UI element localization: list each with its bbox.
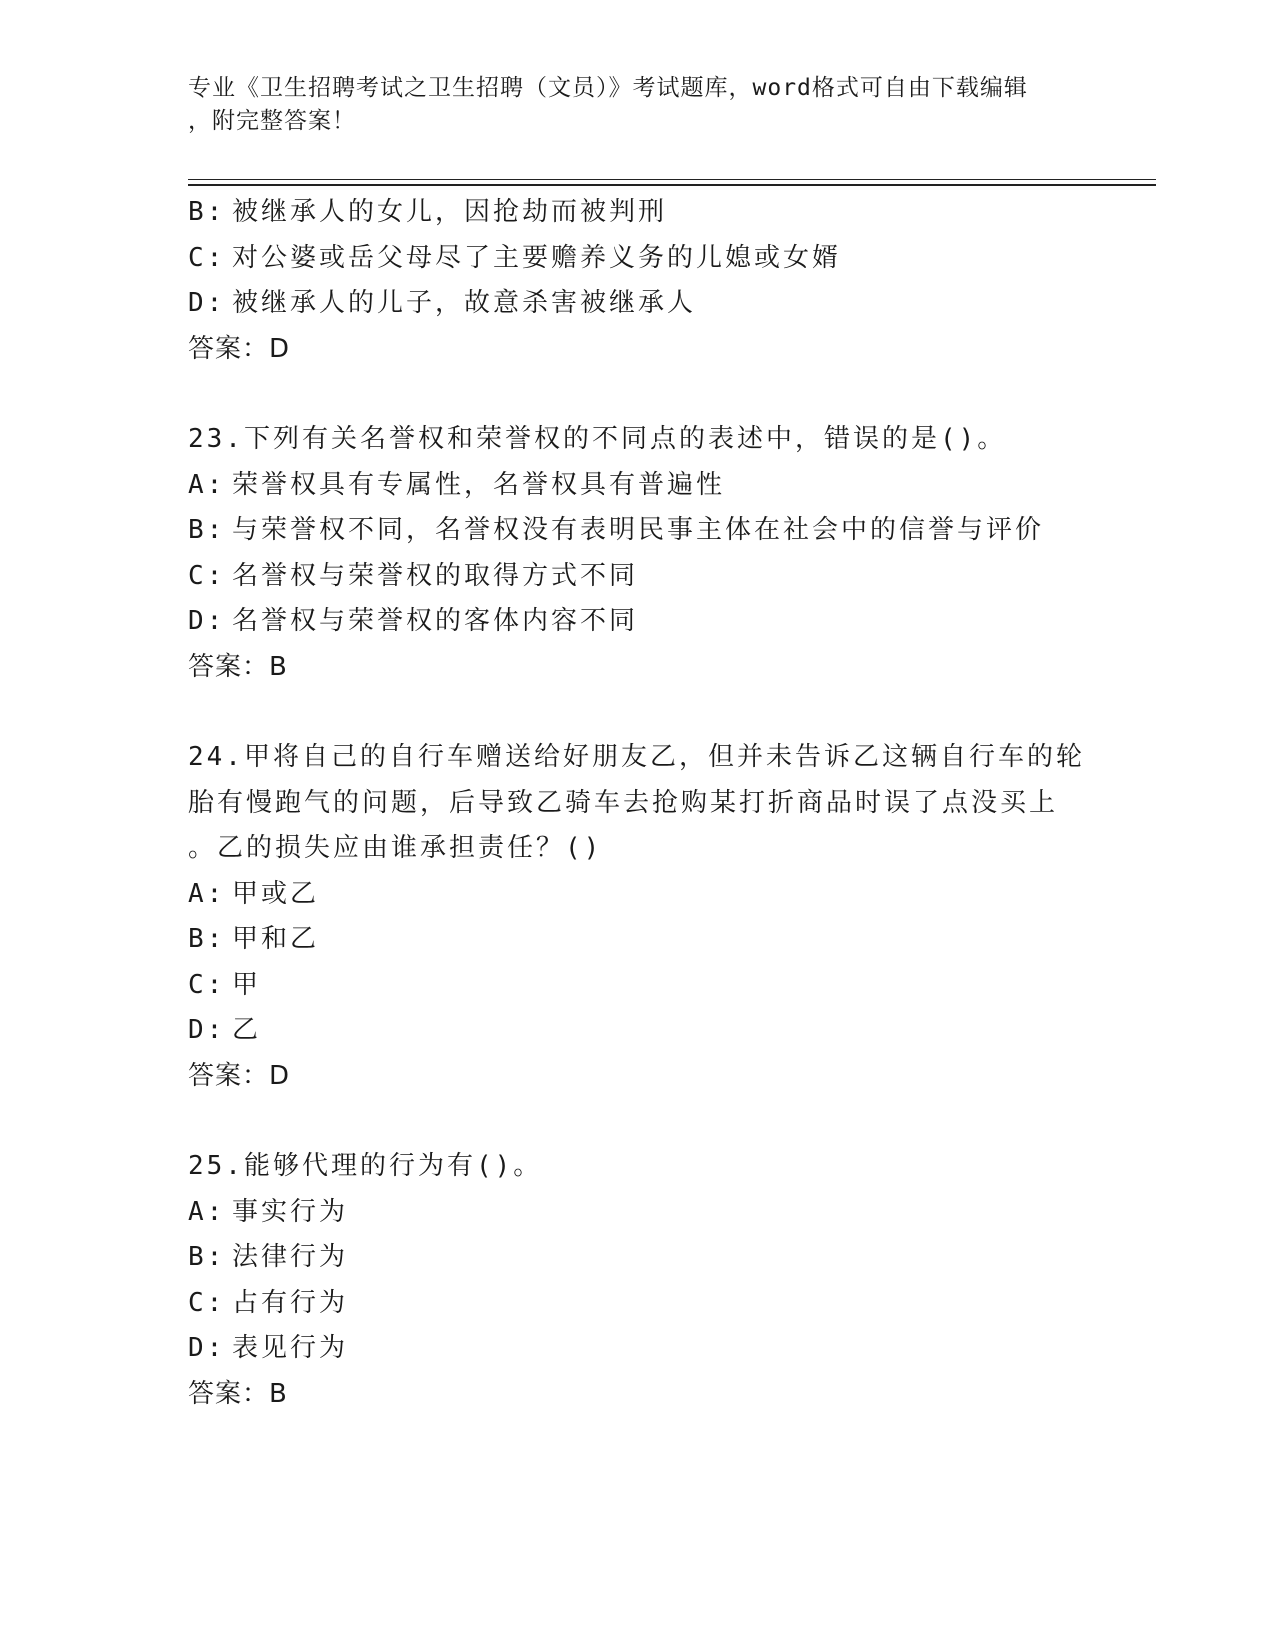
option-b: B: 甲和乙 [188,924,320,954]
option-d: D: 表见行为 [188,1333,349,1363]
option-d: D: 乙 [188,1015,262,1045]
option-a: A: 事实行为 [188,1196,349,1227]
option-b: B: 被继承人的女儿，因抢劫而被判刑 [188,197,668,227]
question-list [188,190,1088,1417]
question-stem: 25.能够代理的行为有()。 [188,1151,543,1181]
question-stem-line-3: 。乙的损失应由谁承担责任？() [188,833,603,863]
header-divider-bottom [188,184,1156,186]
answer: 答案：D [188,333,291,364]
question-stem: 23.下列有关名誉权和荣誉权的不同点的表述中，错误的是()。 [188,424,1007,454]
question-stem-line-2: 胎有慢跑气的问题，后导致乙骑车去抢购某打折商品时误了点没买上 [188,787,1059,818]
option-a: A: 荣誉权具有专属性，名誉权具有普遍性 [188,469,726,500]
option-c: C: 对公婆或岳父母尽了主要赡养义务的儿媳或女婿 [188,242,842,273]
answer: 答案：B [188,651,288,682]
document-header [188,72,1088,138]
answer: 答案：D [188,1060,291,1091]
option-b: B: 与荣誉权不同，名誉权没有表明民事主体在社会中的信誉与评价 [188,515,1045,545]
option-b: B: 法律行为 [188,1242,349,1272]
option-d: D: 被继承人的儿子，故意杀害被继承人 [188,288,697,318]
header-line-1: 专业《卫生招聘考试之卫生招聘（文员）》考试题库，word格式可自由下载编辑 [188,75,1028,101]
option-c: C: 甲 [188,969,262,1000]
answer: 答案：B [188,1378,288,1409]
question-stem-line-1: 24.甲将自己的自行车赠送给好朋友乙，但并未告诉乙这辆自行车的轮 [188,742,1085,772]
option-c: C: 名誉权与荣誉权的取得方式不同 [188,560,639,591]
header-line-2: ，附完整答案！ [188,108,356,134]
option-a: A: 甲或乙 [188,878,320,909]
option-d: D: 名誉权与荣誉权的客体内容不同 [188,606,639,636]
header-divider-top [188,179,1156,180]
question-23 [188,417,1088,690]
question-25 [188,1144,1088,1417]
question-24 [188,735,1088,1099]
question-22-continued [188,190,1088,372]
option-c: C: 占有行为 [188,1287,349,1318]
